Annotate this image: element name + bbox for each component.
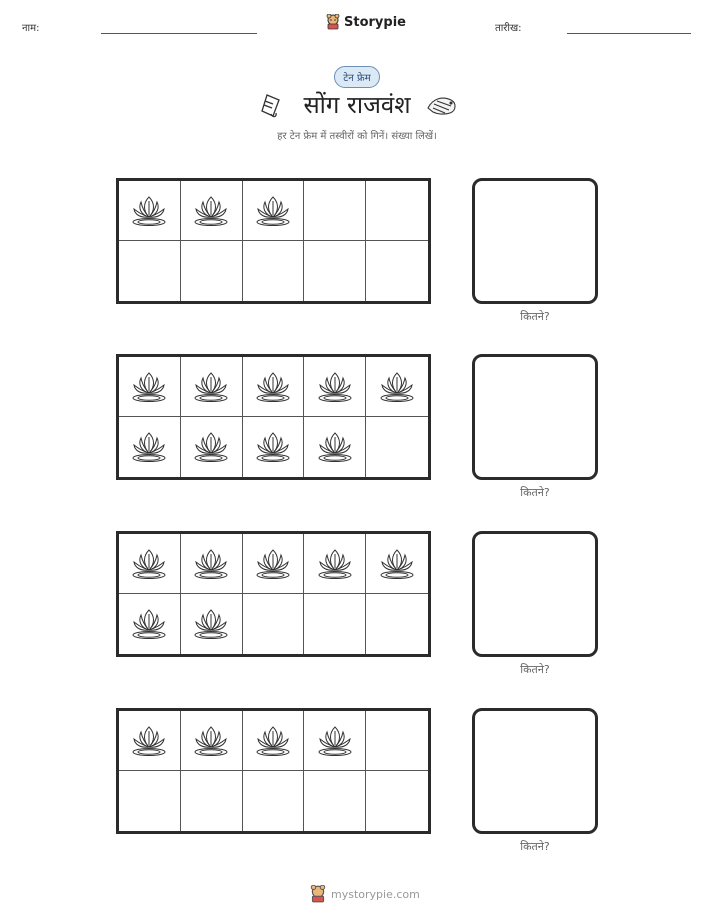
ten-frame-cell [181, 594, 243, 654]
count-label: कितने? [520, 486, 550, 499]
ten-frame-cell [366, 357, 428, 417]
lotus-icon [191, 719, 231, 763]
brand-name: Storypie [344, 14, 406, 30]
lotus-icon [129, 425, 169, 469]
ten-frame-cell [243, 771, 305, 831]
ten-frame-cell [181, 417, 243, 477]
lotus-icon [253, 542, 293, 586]
count-label: कितने? [520, 663, 550, 676]
category-tag: टेन फ्रेम [334, 66, 379, 88]
brand-logo [326, 14, 406, 30]
ten-frame [116, 178, 431, 304]
ten-frame-cell [366, 417, 428, 477]
footer [310, 885, 420, 903]
ten-frame-cell [366, 711, 428, 771]
lotus-icon [253, 719, 293, 763]
ten-frame-cell [243, 417, 305, 477]
answer-box[interactable] [472, 178, 598, 304]
ten-frame-cell [304, 771, 366, 831]
ten-frame-cell [304, 594, 366, 654]
answer-box[interactable] [472, 354, 598, 480]
ten-frame [116, 354, 431, 480]
name-label: नाम: [22, 23, 40, 34]
lotus-icon [191, 542, 231, 586]
dragon-icon [425, 94, 459, 118]
lotus-icon [191, 189, 231, 233]
ten-frame-cell [181, 181, 243, 241]
lotus-icon [377, 542, 417, 586]
ten-frame-cell [243, 711, 305, 771]
answer-box[interactable] [472, 531, 598, 657]
ten-frame-cell [119, 417, 181, 477]
lotus-icon [315, 425, 355, 469]
ten-frame [116, 708, 431, 834]
ten-frame-cell [366, 534, 428, 594]
page-title: सोंग राजवंश [303, 91, 411, 119]
ten-frame-cell [181, 357, 243, 417]
storypie-mascot-icon [326, 14, 340, 30]
ten-frame-cell [181, 534, 243, 594]
count-label: कितने? [520, 840, 550, 853]
ten-frame-cell [119, 594, 181, 654]
ten-frame-cell [304, 711, 366, 771]
lotus-icon [253, 425, 293, 469]
ten-frame-cell [243, 534, 305, 594]
ten-frame-cell [366, 594, 428, 654]
lotus-icon [377, 365, 417, 409]
lotus-icon [253, 365, 293, 409]
lotus-icon [315, 542, 355, 586]
lotus-icon [191, 365, 231, 409]
ten-frame-cell [243, 594, 305, 654]
ten-frame-cell [181, 771, 243, 831]
lotus-icon [129, 542, 169, 586]
ten-frame-cell [304, 534, 366, 594]
ten-frame-cell [119, 357, 181, 417]
lotus-icon [315, 719, 355, 763]
ten-frame [116, 531, 431, 657]
lotus-icon [129, 365, 169, 409]
ten-frame-cell [366, 181, 428, 241]
ten-frame-cell [119, 534, 181, 594]
ten-frame-cell [304, 181, 366, 241]
date-label: तारीख: [495, 23, 522, 34]
ten-frame-cell [181, 711, 243, 771]
ten-frame-cell [366, 241, 428, 301]
count-label: कितने? [520, 310, 550, 323]
scroll-icon [259, 92, 285, 120]
instructions: हर टेन फ्रेम में तस्वीरों को गिनें। संख्या लिखें। [277, 131, 437, 142]
lotus-icon [129, 602, 169, 646]
lotus-icon [191, 425, 231, 469]
answer-box[interactable] [472, 708, 598, 834]
footer-url[interactable]: mystorypie.com [331, 887, 420, 901]
ten-frame-cell [119, 771, 181, 831]
ten-frame-cell [304, 357, 366, 417]
name-line[interactable] [101, 33, 257, 34]
ten-frame-cell [366, 771, 428, 831]
ten-frame-cell [304, 417, 366, 477]
lotus-icon [253, 189, 293, 233]
lotus-icon [191, 602, 231, 646]
ten-frame-cell [119, 711, 181, 771]
ten-frame-cell [119, 181, 181, 241]
ten-frame-cell [243, 241, 305, 301]
storypie-mascot-icon [310, 885, 326, 903]
lotus-icon [129, 189, 169, 233]
ten-frame-cell [243, 357, 305, 417]
date-line[interactable] [567, 33, 691, 34]
ten-frame-cell [243, 181, 305, 241]
ten-frame-cell [304, 241, 366, 301]
lotus-icon [129, 719, 169, 763]
lotus-icon [315, 365, 355, 409]
ten-frame-cell [181, 241, 243, 301]
ten-frame-cell [119, 241, 181, 301]
